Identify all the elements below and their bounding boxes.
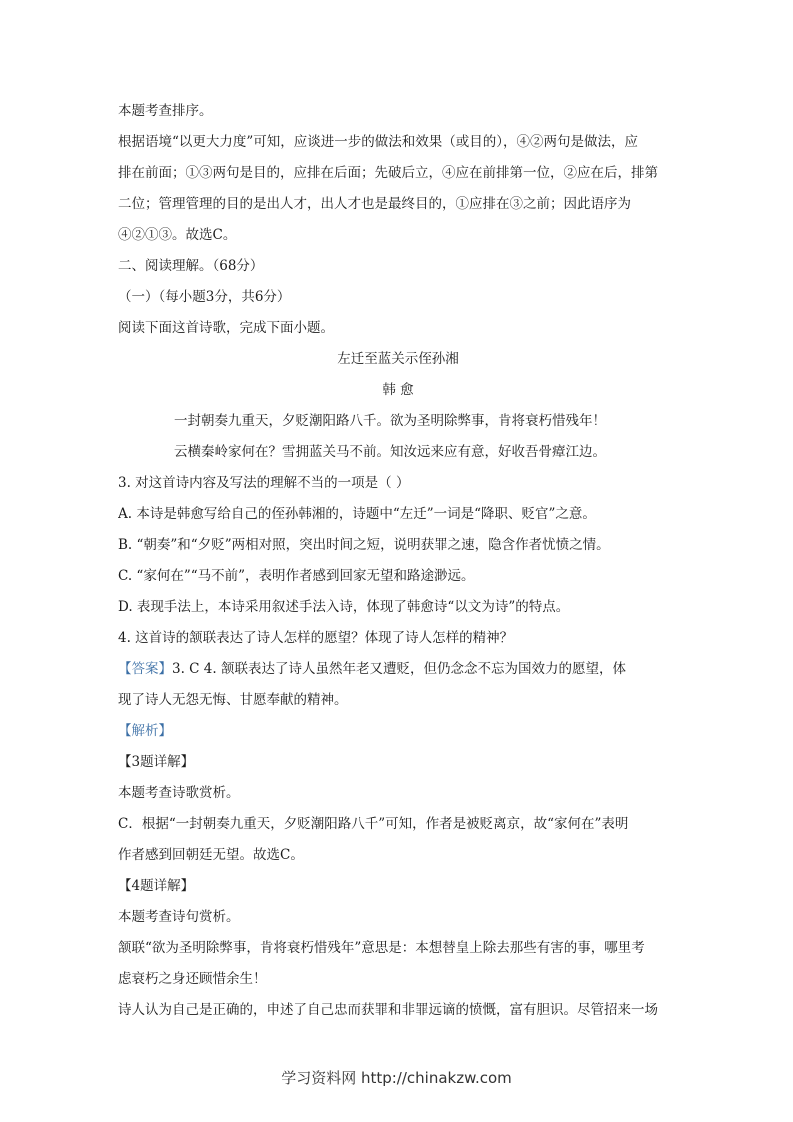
question-stem: 4. 这首诗的颔联表达了诗人怎样的愿望？体现了诗人怎样的精神？	[118, 630, 514, 646]
answer-tag: 【答案】	[118, 661, 172, 677]
text-line: 二位；管理管理的目的是出人才，出人才也是最终目的，①应排在③之前；因此语序为	[118, 196, 631, 212]
answer-line	[118, 654, 678, 685]
subsection-heading: （一）（每小题3分，共6分）	[118, 289, 291, 305]
document-page	[118, 96, 678, 1026]
analysis-line: C．根据“一封朝奏九重天，夕贬潮阳路八千”可知，作者是被贬离京，故“家何在”表明	[118, 816, 629, 832]
poem-author: 韩 愈	[382, 382, 414, 398]
analysis-heading: 【4题详解】	[118, 878, 195, 894]
answer-text: 3. C 4. 颔联表达了诗人虽然年老又遭贬，但仍念念不忘为国效力的愿望，体	[172, 661, 626, 677]
footer-watermark: 学习资料网 http://chinakzw.com	[281, 1069, 512, 1087]
text-line: 根据语境“以更大力度”可知，应谈进一步的做法和效果（或目的），④②两句是做法，应	[118, 134, 639, 150]
poem-title: 左迁至蓝关示侄孙湘	[337, 351, 459, 367]
text-line: ④②①③。故选C。	[118, 227, 237, 243]
option-d: D. 表现手法上，本诗采用叙述手法入诗，体现了韩愈诗“以文为诗”的特点。	[118, 599, 570, 615]
analysis-tag: 【解析】	[118, 723, 172, 739]
analysis-heading: 【3题详解】	[118, 754, 195, 770]
instruction-line: 阅读下面这首诗歌，完成下面小题。	[118, 320, 334, 336]
answer-line: 现了诗人无怨无悔、甘愿奉献的精神。	[118, 692, 348, 708]
option-b: B. “朝奏”和“夕贬”两相对照，突出时间之短，说明获罪之速，隐含作者忧愤之情。	[118, 537, 610, 553]
text-line: 排在前面；①③两句是目的，应排在后面；先破后立，④应在前排第一位，②应在后，排第	[118, 165, 658, 181]
option-c: C. “家何在”“马不前”，表明作者感到回家无望和路途渺远。	[118, 568, 475, 584]
question-stem: 3. 对这首诗内容及写法的理解不当的一项是（ ）	[118, 475, 410, 491]
analysis-line: 虑衰朽之身还顾惜余生！	[118, 971, 267, 987]
option-a: A. 本诗是韩愈写给自己的侄孙韩湘的，诗题中“左迁”一词是“降职、贬官”之意。	[118, 506, 596, 522]
poem-line: 一封朝奏九重天，夕贬潮阳路八千。欲为圣明除弊事，肯将衰朽惜残年！	[174, 413, 606, 429]
analysis-line: 诗人认为自己是正确的，申述了自己忠而获罪和非罪远谪的愤慨，富有胆识。尽管招来一场	[118, 1002, 658, 1018]
analysis-line: 作者感到回朝廷无望。故选C。	[118, 847, 304, 863]
analysis-line: 本题考查诗歌赏析。	[118, 785, 240, 801]
analysis-line: 本题考查诗句赏析。	[118, 909, 240, 925]
section-heading: 二、阅读理解。（68分）	[118, 258, 264, 274]
analysis-line: 颔联“欲为圣明除弊事，肯将衰朽惜残年”意思是：本想替皇上除去那些有害的事，哪里考	[118, 940, 645, 956]
text-line: 本题考查排序。	[118, 103, 213, 119]
poem-line: 云横秦岭家何在？雪拥蓝关马不前。知汝远来应有意，好收吾骨瘴江边。	[174, 444, 606, 460]
